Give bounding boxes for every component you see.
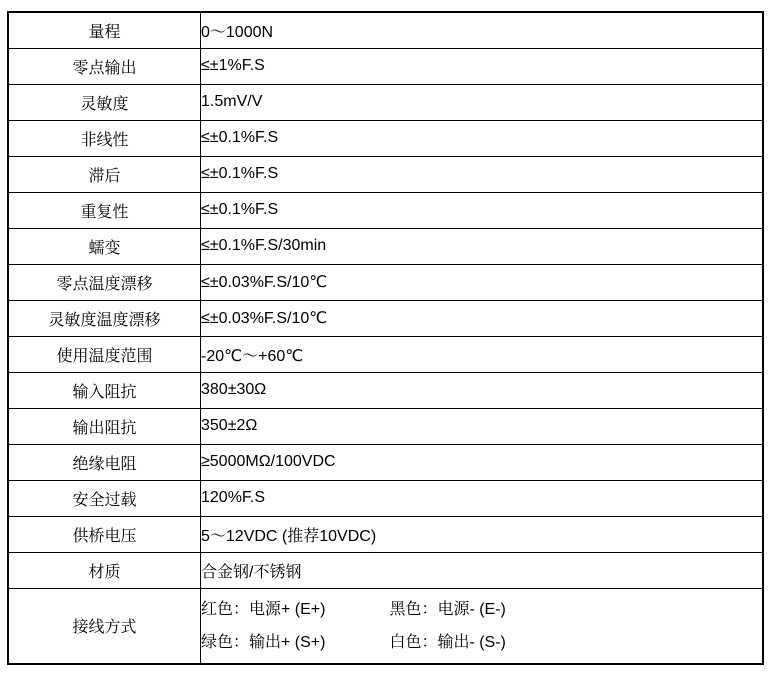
table-row	[8, 264, 763, 300]
wiring-black: 黑色：电源- (E-)	[389, 600, 506, 618]
table-row-wiring	[8, 588, 763, 664]
spec-value-range: 0～1000N	[201, 12, 764, 48]
spec-label-nonlinearity: 非线性	[8, 120, 201, 156]
spec-value-bridge-voltage: 5～12VDC (推荐10VDC)	[201, 516, 764, 552]
table-row	[8, 408, 763, 444]
spec-value-repeatability: ≤±0.1%F.S	[201, 192, 764, 228]
wiring-line-2	[201, 626, 762, 659]
table-row	[8, 336, 763, 372]
wiring-red: 红色：电源+ (E+)	[201, 600, 326, 618]
spec-label-insulation-resistance: 绝缘电阻	[8, 444, 201, 480]
table-row	[8, 372, 763, 408]
spec-value-hysteresis: ≤±0.1%F.S	[201, 156, 764, 192]
spec-label-safe-overload: 安全过载	[8, 480, 201, 516]
table-row	[8, 516, 763, 552]
spec-value-sensitivity-temp-drift: ≤±0.03%F.S/10℃	[201, 300, 764, 336]
spec-label-material: 材质	[8, 552, 201, 588]
table-row	[8, 552, 763, 588]
spec-value-wiring	[201, 588, 764, 664]
table-row	[8, 444, 763, 480]
spec-value-operating-temp: -20℃～+60℃	[201, 336, 764, 372]
spec-value-insulation-resistance: ≥5000MΩ/100VDC	[201, 444, 764, 480]
spec-label-hysteresis: 滞后	[8, 156, 201, 192]
spec-label-zero-output: 零点输出	[8, 48, 201, 84]
table-row	[8, 84, 763, 120]
wiring-line-1	[201, 593, 762, 626]
spec-label-zero-temp-drift: 零点温度漂移	[8, 264, 201, 300]
spec-label-wiring: 接线方式	[8, 588, 201, 664]
spec-label-operating-temp: 使用温度范围	[8, 336, 201, 372]
spec-label-sensitivity: 灵敏度	[8, 84, 201, 120]
table-row	[8, 300, 763, 336]
spec-label-creep: 蠕变	[8, 228, 201, 264]
table-row	[8, 228, 763, 264]
spec-value-zero-output: ≤±1%F.S	[201, 48, 764, 84]
table-row	[8, 120, 763, 156]
table-row	[8, 12, 763, 48]
spec-label-sensitivity-temp-drift: 灵敏度温度漂移	[8, 300, 201, 336]
spec-value-zero-temp-drift: ≤±0.03%F.S/10℃	[201, 264, 764, 300]
table-row	[8, 480, 763, 516]
spec-value-safe-overload: 120%F.S	[201, 480, 764, 516]
spec-label-bridge-voltage: 供桥电压	[8, 516, 201, 552]
spec-value-input-impedance: 380±30Ω	[201, 372, 764, 408]
spec-value-creep: ≤±0.1%F.S/30min	[201, 228, 764, 264]
table-row	[8, 48, 763, 84]
spec-label-range: 量程	[8, 12, 201, 48]
spec-value-nonlinearity: ≤±0.1%F.S	[201, 120, 764, 156]
spec-value-material: 合金钢/不锈钢	[201, 552, 764, 588]
specification-table	[7, 11, 764, 665]
spec-label-repeatability: 重复性	[8, 192, 201, 228]
table-row	[8, 192, 763, 228]
table-row	[8, 156, 763, 192]
wiring-green: 绿色：输出+ (S+)	[201, 633, 326, 651]
spec-label-input-impedance: 输入阻抗	[8, 372, 201, 408]
wiring-white: 白色：输出- (S-)	[389, 633, 506, 651]
spec-value-sensitivity: 1.5mV/V	[201, 84, 764, 120]
spec-label-output-impedance: 输出阻抗	[8, 408, 201, 444]
spec-value-output-impedance: 350±2Ω	[201, 408, 764, 444]
